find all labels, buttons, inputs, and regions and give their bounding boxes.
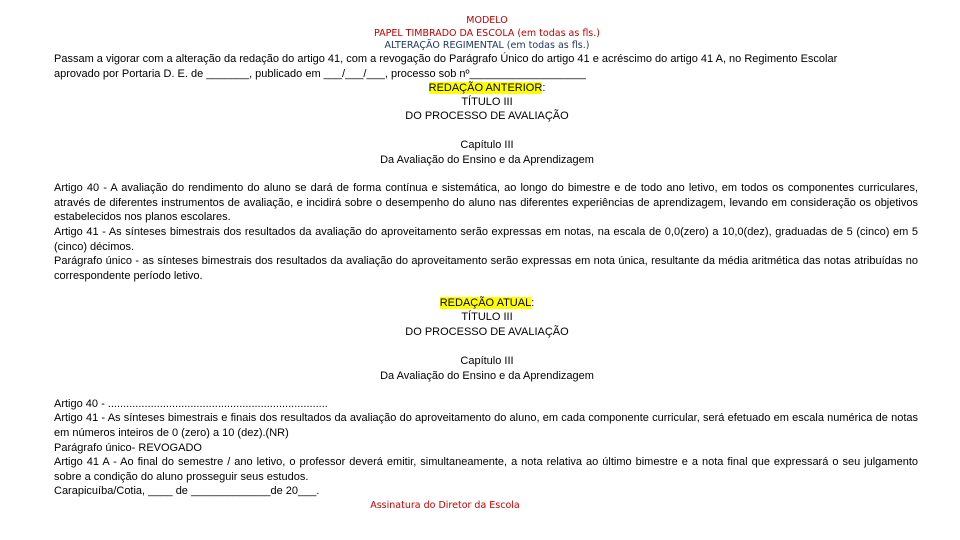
previous-subtitle: DO PROCESSO DE AVALIAÇÃO — [405, 110, 569, 122]
header-amendment-note: ALTERAÇÃO REGIMENTAL (em todas as fls.) — [384, 40, 590, 51]
current-title: TÍTULO III — [461, 311, 513, 323]
current-article-41a: Artigo 41 A - Ao final do semestre / ano letivo, o professor deverá emitir, simultaneamente, a nota relativa ao último bimestre e a nota final que expressará o seu julgamento sobre a condição do aluno prosseguir seus estudos. — [54, 456, 918, 483]
header-letterhead-note: PAPEL TIMBRADO DA ESCOLA (em todas as fls.) — [374, 28, 600, 39]
previous-chapter: Capítulo III — [460, 139, 514, 151]
previous-title: TÍTULO III — [461, 96, 513, 108]
current-article-40: Artigo 40 - ........................................................................ — [54, 398, 328, 410]
previous-article-41: Artigo 41 - As sínteses bimestrais dos resultados da avaliação do aproveitamento serão expressas em notas, na escala de 0,0(zero) a 10,0(dez), graduadas de 5 (cinco) em 5 (cinco) décimos. — [54, 226, 918, 253]
current-wording-heading — [0, 296, 960, 311]
current-wording-label: REDAÇÃO ATUAL — [439, 297, 532, 309]
current-wording-colon: : — [531, 297, 535, 309]
intro-line-2: aprovado por Portaria D. E. de _______, publicado em ___/___/___, processo sob nº___________________ — [54, 68, 586, 80]
current-article-41-paragraph: Parágrafo único- REVOGADO — [54, 442, 202, 454]
intro-line-1: Passam a vigorar com a alteração da redação do artigo 41, com a revogação do Parágrafo Único do artigo 41 e acréscimo do artigo 41 A, no Regimento Escolar — [54, 53, 838, 65]
place-and-date: Carapicuíba/Cotia, ____ de _____________de 20___. — [54, 485, 320, 497]
previous-chapter-title: Da Avaliação do Ensino e da Aprendizagem — [380, 154, 594, 166]
previous-wording-heading — [0, 81, 960, 96]
previous-article-41-paragraph: Parágrafo único - as sínteses bimestrais dos resultados da avaliação do aproveitamento serão expressas em nota única, resultante da média aritmética das notas atribuídas no correspondente período letivo. — [54, 255, 918, 282]
current-chapter-title: Da Avaliação do Ensino e da Aprendizagem — [380, 370, 594, 382]
principal-signature-line: Assinatura do Diretor da Escola — [370, 500, 520, 511]
header-model-label: MODELO — [466, 15, 508, 26]
previous-wording-label: REDAÇÃO ANTERIOR — [428, 82, 543, 94]
current-chapter: Capítulo III — [460, 355, 514, 367]
previous-wording-colon: : — [542, 82, 546, 94]
previous-article-40: Artigo 40 - A avaliação do rendimento do aluno se dará de forma contínua e sistemática, ao longo do bimestre e de todo ano letivo, em todos os componentes curriculares, através de diferentes instrumentos de avaliação, e incidirá sobre o desempenho do aluno nas diferentes experiências de aprendizagem, levando em consideração os objetivos estabelecidos nos planos escolares. — [54, 182, 918, 224]
current-subtitle: DO PROCESSO DE AVALIAÇÃO — [405, 326, 569, 338]
current-article-41: Artigo 41 - As sínteses bimestrais e finais dos resultados da avaliação do aproveitamento do aluno, em cada componente curricular, será efetuado em escala numérica de notas em números inteiros de 0 (zero) a 10 (dez).(NR) — [54, 412, 918, 439]
